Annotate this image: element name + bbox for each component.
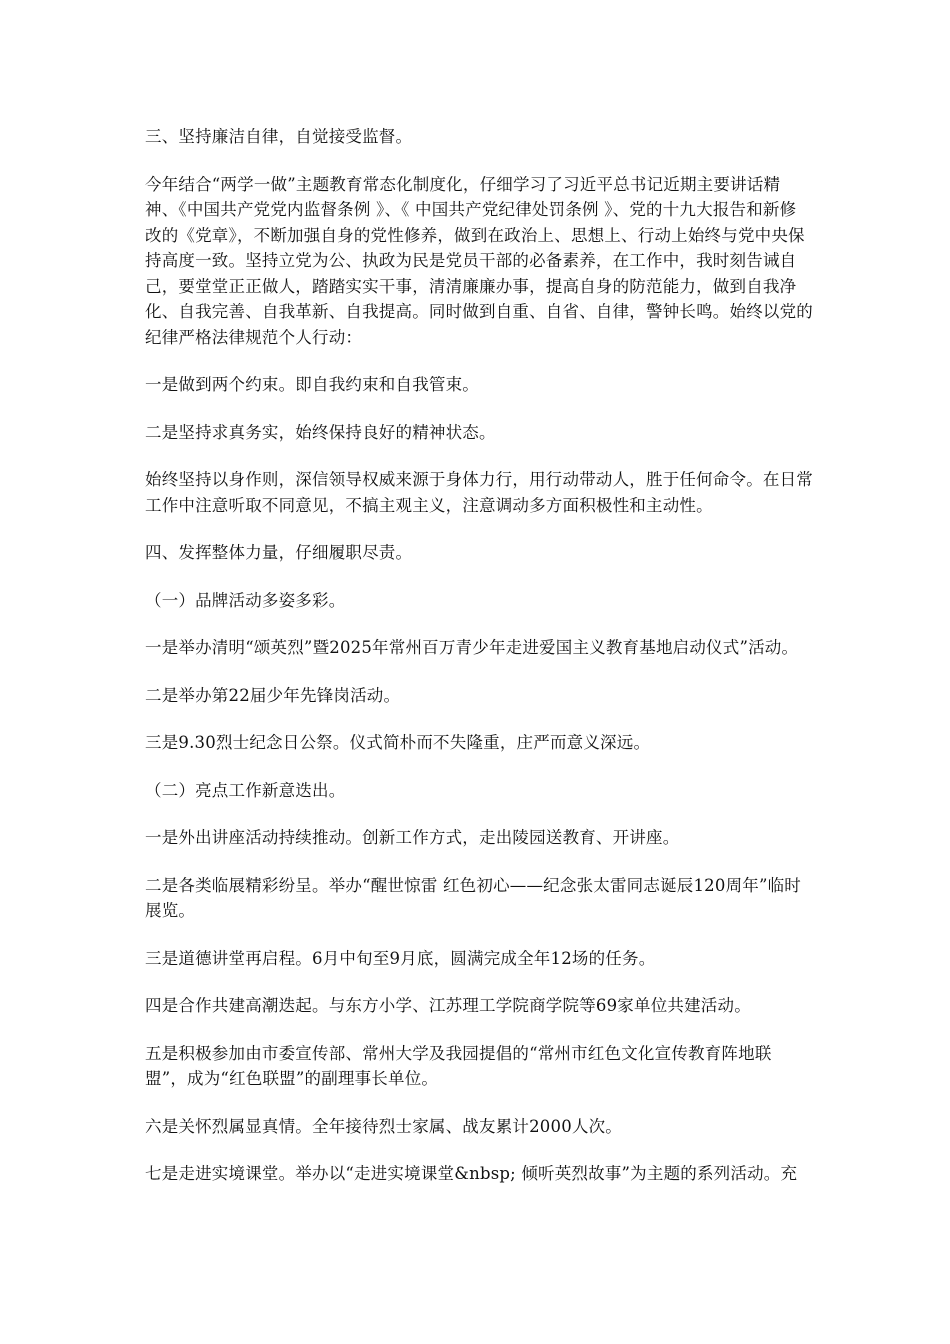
section-heading-4: 四、发挥整体力量，仔细履职尽责。 xyxy=(145,543,413,562)
list-item-highlight-7: 七是走进实境课堂。举办以“走进实境课堂&nbsp; 倾听英烈故事”为主题的系列活动。充 xyxy=(145,1164,798,1183)
list-item-highlight-6: 六是关怀烈属显真情。全年接待烈士家属、战友累计2000人次。 xyxy=(145,1116,622,1136)
subsection-heading-1: （一）品牌活动多姿多彩。 xyxy=(145,590,346,610)
list-item-highlight-2: 二是各类临展精彩纷呈。举办“醒世惊雷 红色初心——纪念张太雷同志诞辰120周年”临时展览。 xyxy=(145,875,802,920)
list-item-brand-1: 一是举办清明“颂英烈”暨2025年常州百万青少年走进爱国主义教育基地启动仪式”活动。 xyxy=(145,638,799,657)
body-paragraph-example: 始终坚持以身作则，深信领导权威来源于身体力行，用行动带动人，胜于任何命令。在日常工作中注意听取不同意见，不搞主观主义，注意调动多方面积极性和主动性。 xyxy=(145,470,813,515)
list-item-highlight-1: 一是外出讲座活动持续推动。创新工作方式，走出陵园送教育、开讲座。 xyxy=(145,828,680,847)
list-item-1: 一是做到两个约束。即自我约束和自我管束。 xyxy=(145,375,479,394)
list-item-highlight-4: 四是合作共建高潮迭起。与东方小学、江苏理工学院商学院等69家单位共建活动。 xyxy=(145,996,751,1015)
section-heading-3: 三、坚持廉洁自律，自觉接受监督。 xyxy=(145,127,413,146)
list-item-brand-2: 二是举办第22届少年先锋岗活动。 xyxy=(145,685,401,705)
document-page xyxy=(145,124,813,1209)
list-item-2: 二是坚持求真务实，始终保持良好的精神状态。 xyxy=(145,422,496,442)
list-item-highlight-5: 五是积极参加由市委宣传部、常州大学及我园提倡的“常州市红色文化宣传教育阵地联盟”，成为“红色联盟”的副理事长单位。 xyxy=(145,1043,772,1088)
subsection-heading-2: （二）亮点工作新意迭出。 xyxy=(145,780,346,800)
list-item-highlight-3: 三是道德讲堂再启程。6月中旬至9月底，圆满完成全年12场的任务。 xyxy=(145,948,656,968)
body-paragraph-study: 今年结合“两学一做”主题教育常态化制度化，仔细学习了习近平总书记近期主要讲话精神、《中国共产党党内监督条例 》、《 中国共产党纪律处罚条例 》、党的十九大报告和新修改的《党章》，不断加强自身的党性修养，做到在政治上、思想上、行动上始终与党中央保持高度一致。坚持立党为公、执政为民是党员干部的必备素养，在工作中，我时刻告诫自己，要堂堂正正做人，踏踏实实干事，清清廉廉办事，提高自身的防范能力，做到自我净化、自我完善、自我革新、自我提高。同时做到自重、自省、自律，警钟长鸣。始终以党的纪律严格法律规范个人行动： xyxy=(145,174,813,347)
list-item-brand-3: 三是9.30烈士纪念日公祭。仪式简朴而不失隆重，庄严而意义深远。 xyxy=(145,733,651,752)
